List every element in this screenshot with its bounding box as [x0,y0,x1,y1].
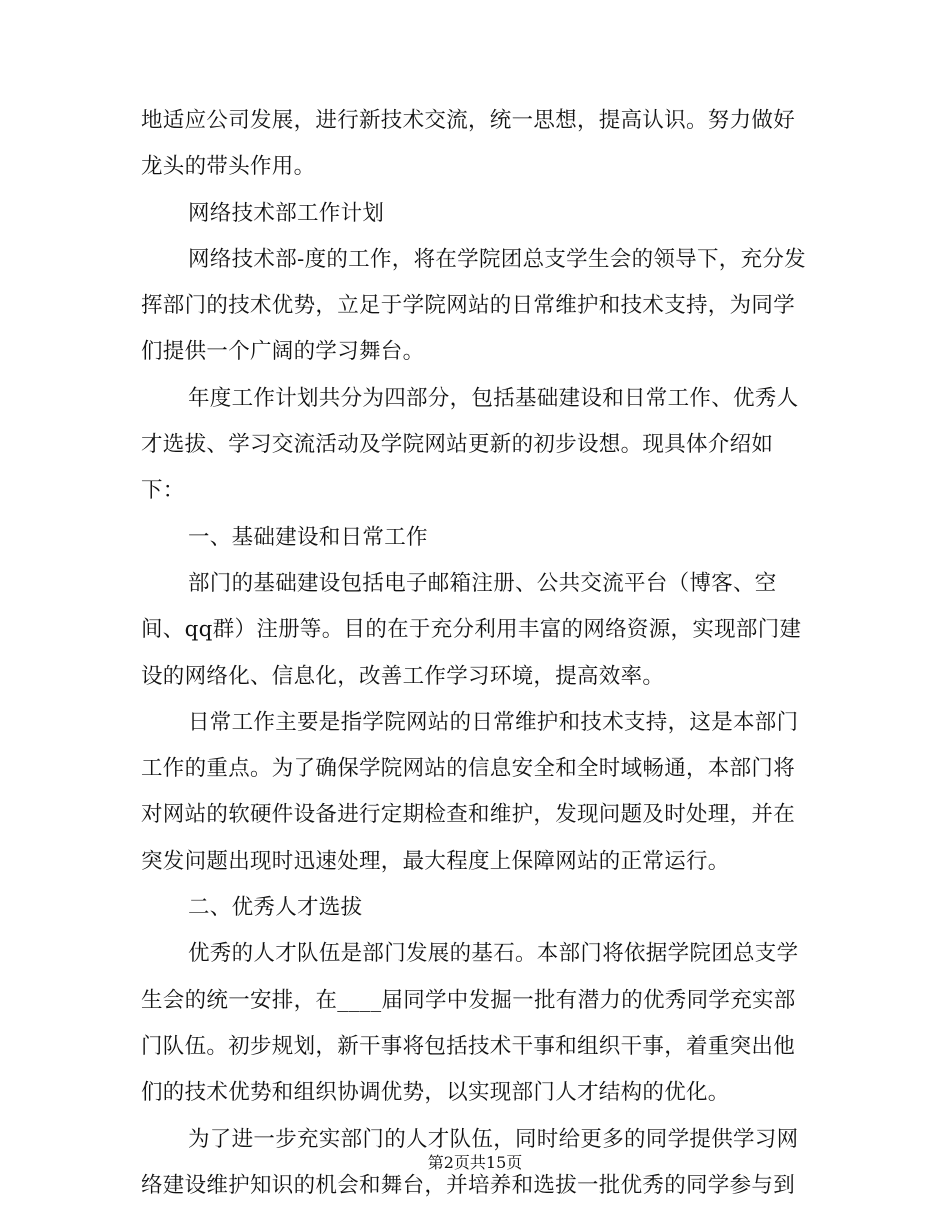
text-line: 下： [141,478,185,504]
text-line: 间、qq群）注册等。目的在于充分利用丰富的网络资源，实现部门建 [141,617,802,643]
text-line: 日常工作主要是指学院网站的日常维护和技术支持，这是本部门 [188,709,799,735]
text-line: 门队伍。初步规划，新干事将包括技术干事和组织干事，着重突出他 [141,1033,796,1059]
text-line: 突发问题出现时迅速处理，最大程度上保障网站的正常运行。 [141,848,730,874]
text-line: 网络技术部-度的工作，将在学院团总支学生会的领导下，充分发 [188,246,806,272]
text-line: 一、基础建设和日常工作 [188,524,428,550]
text-line: 们的技术优势和组织协调优势，以实现部门人才结构的优化。 [141,1080,730,1106]
text-line: 对网站的软硬件设备进行定期检查和维护，发现问题及时处理，并在 [141,802,796,828]
text-line: 部门的基础建设包括电子邮箱注册、公共交流平台（博客、空 [188,570,777,596]
text-line: 生会的统一安排，在____届同学中发掘一批有潜力的优秀同学充实部 [141,987,796,1013]
text-line: 二、优秀人才选拔 [188,895,363,921]
page-footer: 第2页共15页 [427,1153,523,1172]
text-line: 才选拔、学习交流活动及学院网站更新的初步设想。现具体介绍如 [141,432,774,458]
text-line: 龙头的带头作用。 [141,154,316,180]
text-line: 地适应公司发展，进行新技术交流，统一思想，提高认识。努力做好 [141,108,796,133]
text-line: 挥部门的技术优势，立足于学院网站的日常维护和技术支持，为同学 [141,293,796,319]
document-body [141,98,809,1209]
text-line: 们提供一个广阔的学习舞台。 [141,339,425,365]
text-line: 为了进一步充实部门的人才队伍，同时给更多的同学提供学习网 [188,1126,799,1152]
text-line: 设的网络化、信息化，改善工作学习环境，提高效率。 [141,663,665,689]
text-line: 络建设维护知识的机会和舞台，并培养和选拔一批优秀的同学参与到 [141,1172,796,1198]
text-line: 年度工作计划共分为四部分，包括基础建设和日常工作、优秀人 [188,385,799,411]
text-line: 工作的重点。为了确保学院网站的信息安全和全时域畅通，本部门将 [141,756,796,782]
text-line: 网络技术部工作计划 [188,200,385,226]
text-line: 优秀的人才队伍是部门发展的基石。本部门将依据学院团总支学 [188,941,799,967]
